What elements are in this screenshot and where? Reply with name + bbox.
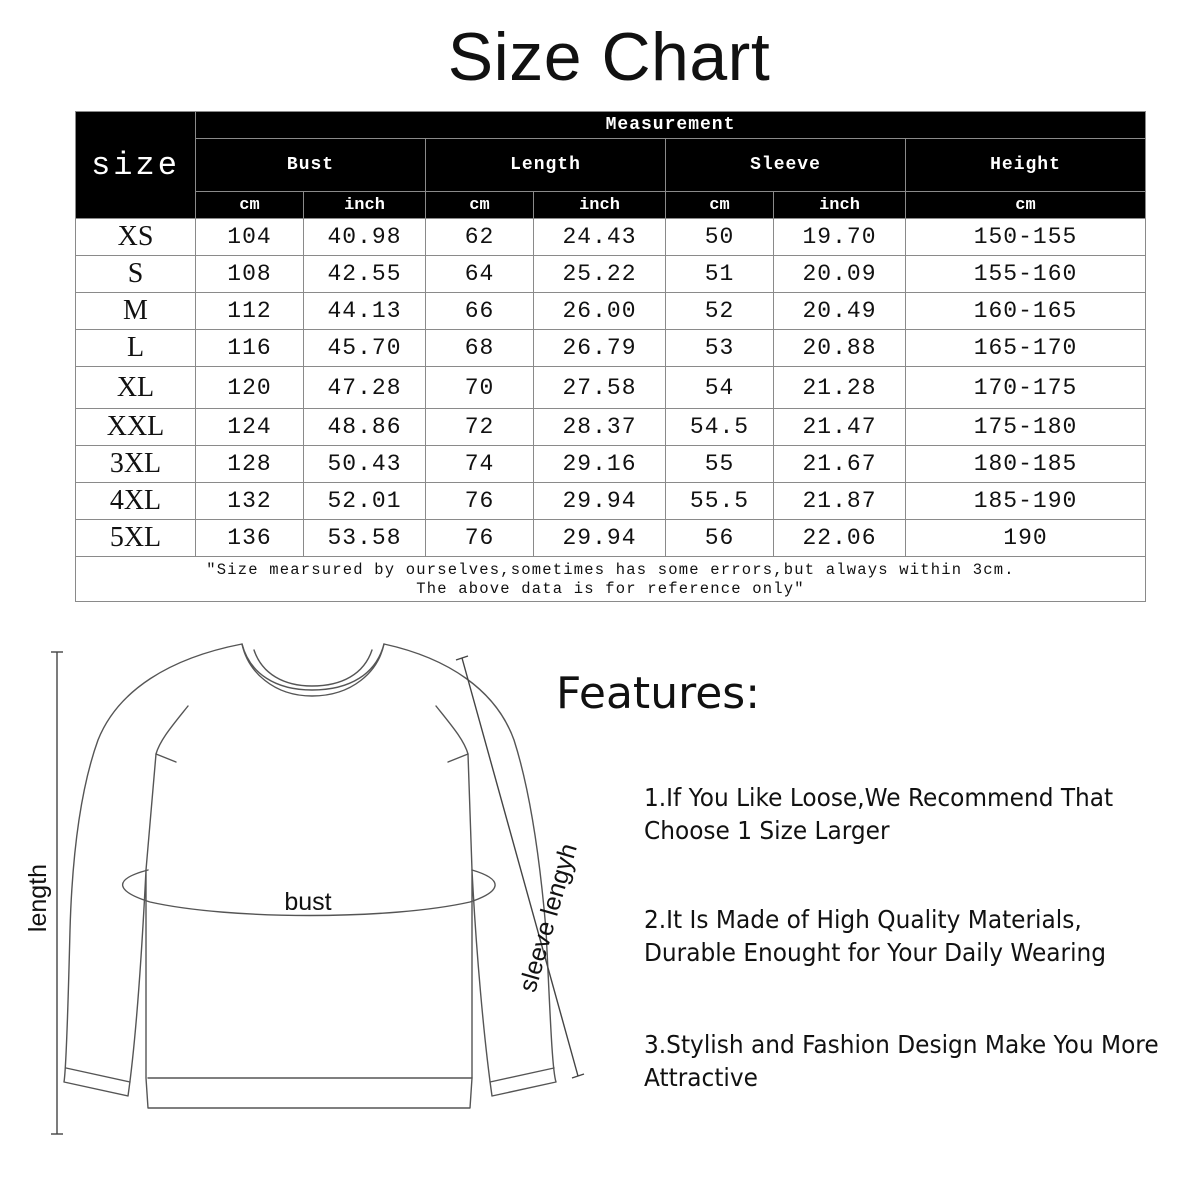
value-cell: 128 xyxy=(196,446,304,483)
feature-line: 1.If You Like Loose,We Recommend That xyxy=(644,783,1114,812)
value-cell: 53.58 xyxy=(304,520,426,557)
page-title: Size Chart xyxy=(447,19,771,95)
value-cell: 20.49 xyxy=(774,293,906,330)
size-cell: XXL xyxy=(76,409,196,446)
size-cell: 4XL xyxy=(76,483,196,520)
value-cell: 76 xyxy=(426,520,534,557)
value-cell: 50.43 xyxy=(304,446,426,483)
size-cell: 3XL xyxy=(76,446,196,483)
value-cell: 29.16 xyxy=(534,446,666,483)
size-cell: XS xyxy=(76,219,196,256)
note-line: "Size mearsured by ourselves,sometimes has some errors,but always within 3cm. xyxy=(206,561,1015,579)
value-cell: 45.70 xyxy=(304,330,426,367)
value-cell: 190 xyxy=(906,520,1146,557)
feature-line: Choose 1 Size Larger xyxy=(644,816,890,845)
table-row xyxy=(76,483,1146,520)
value-cell: 120 xyxy=(196,367,304,409)
value-cell: 42.55 xyxy=(304,256,426,293)
value-cell: 28.37 xyxy=(534,409,666,446)
size-cell: L xyxy=(76,330,196,367)
value-cell: 160-165 xyxy=(906,293,1146,330)
value-cell: 104 xyxy=(196,219,304,256)
value-cell: 116 xyxy=(196,330,304,367)
value-cell: 112 xyxy=(196,293,304,330)
value-cell: 68 xyxy=(426,330,534,367)
features-title: Features: xyxy=(556,668,761,719)
sweater-diagram xyxy=(0,630,620,1200)
value-cell: 70 xyxy=(426,367,534,409)
value-cell: 52.01 xyxy=(304,483,426,520)
value-cell: 40.98 xyxy=(304,219,426,256)
measurement-header: Measurement xyxy=(196,112,1146,139)
note-line: The above data is for reference only" xyxy=(416,580,805,598)
feature-line: Durable Enought for Your Daily Wearing xyxy=(644,938,1107,967)
sleeve-label: sleeve lengyh xyxy=(513,840,583,996)
value-cell: 185-190 xyxy=(906,483,1146,520)
value-cell: 136 xyxy=(196,520,304,557)
table-row xyxy=(76,330,1146,367)
unit-header: cm xyxy=(426,192,534,219)
value-cell: 170-175 xyxy=(906,367,1146,409)
value-cell: 74 xyxy=(426,446,534,483)
feature-line: Attractive xyxy=(644,1063,758,1092)
group-header-length: Length xyxy=(426,139,666,192)
value-cell: 26.79 xyxy=(534,330,666,367)
group-header-bust: Bust xyxy=(196,139,426,192)
table-row xyxy=(76,367,1146,409)
value-cell: 24.43 xyxy=(534,219,666,256)
unit-header: cm xyxy=(666,192,774,219)
table-row xyxy=(76,219,1146,256)
collar xyxy=(242,644,384,696)
sweater-outline xyxy=(64,644,556,1108)
value-cell: 54 xyxy=(666,367,774,409)
value-cell: 29.94 xyxy=(534,520,666,557)
value-cell: 26.00 xyxy=(534,293,666,330)
value-cell: 165-170 xyxy=(906,330,1146,367)
value-cell: 124 xyxy=(196,409,304,446)
table-row xyxy=(76,293,1146,330)
value-cell: 76 xyxy=(426,483,534,520)
bust-label: bust xyxy=(284,888,332,916)
group-header-height: Height xyxy=(906,139,1146,192)
size-header: size xyxy=(76,112,196,219)
unit-header: cm xyxy=(906,192,1146,219)
size-cell: XL xyxy=(76,367,196,409)
table-row xyxy=(76,446,1146,483)
value-cell: 64 xyxy=(426,256,534,293)
value-cell: 55 xyxy=(666,446,774,483)
size-chart-table xyxy=(75,111,1146,602)
value-cell: 20.09 xyxy=(774,256,906,293)
size-cell: M xyxy=(76,293,196,330)
value-cell: 25.22 xyxy=(534,256,666,293)
value-cell: 72 xyxy=(426,409,534,446)
unit-header: inch xyxy=(534,192,666,219)
table-row xyxy=(76,409,1146,446)
value-cell: 22.06 xyxy=(774,520,906,557)
feature-item xyxy=(644,903,1161,969)
feature-item xyxy=(644,781,1161,847)
value-cell: 44.13 xyxy=(304,293,426,330)
table-row xyxy=(76,520,1146,557)
value-cell: 21.67 xyxy=(774,446,906,483)
value-cell: 51 xyxy=(666,256,774,293)
value-cell: 150-155 xyxy=(906,219,1146,256)
table-row xyxy=(76,256,1146,293)
value-cell: 27.58 xyxy=(534,367,666,409)
value-cell: 19.70 xyxy=(774,219,906,256)
size-cell: 5XL xyxy=(76,520,196,557)
unit-header: inch xyxy=(774,192,906,219)
length-label: length xyxy=(24,863,52,933)
note-row xyxy=(76,557,1146,602)
value-cell: 108 xyxy=(196,256,304,293)
value-cell: 21.47 xyxy=(774,409,906,446)
value-cell: 132 xyxy=(196,483,304,520)
feature-line: 2.It Is Made of High Quality Materials, xyxy=(644,905,1082,934)
value-cell: 62 xyxy=(426,219,534,256)
value-cell: 47.28 xyxy=(304,367,426,409)
value-cell: 55.5 xyxy=(666,483,774,520)
value-cell: 175-180 xyxy=(906,409,1146,446)
value-cell: 21.87 xyxy=(774,483,906,520)
size-cell: S xyxy=(76,256,196,293)
value-cell: 20.88 xyxy=(774,330,906,367)
value-cell: 66 xyxy=(426,293,534,330)
value-cell: 53 xyxy=(666,330,774,367)
value-cell: 21.28 xyxy=(774,367,906,409)
feature-line: 3.Stylish and Fashion Design Make You More xyxy=(644,1030,1159,1059)
value-cell: 29.94 xyxy=(534,483,666,520)
group-header-sleeve: Sleeve xyxy=(666,139,906,192)
value-cell: 48.86 xyxy=(304,409,426,446)
unit-header: inch xyxy=(304,192,426,219)
value-cell: 54.5 xyxy=(666,409,774,446)
value-cell: 155-160 xyxy=(906,256,1146,293)
table-note xyxy=(76,557,1146,602)
value-cell: 180-185 xyxy=(906,446,1146,483)
value-cell: 50 xyxy=(666,219,774,256)
unit-header: cm xyxy=(196,192,304,219)
value-cell: 52 xyxy=(666,293,774,330)
feature-item xyxy=(644,1028,1161,1094)
value-cell: 56 xyxy=(666,520,774,557)
